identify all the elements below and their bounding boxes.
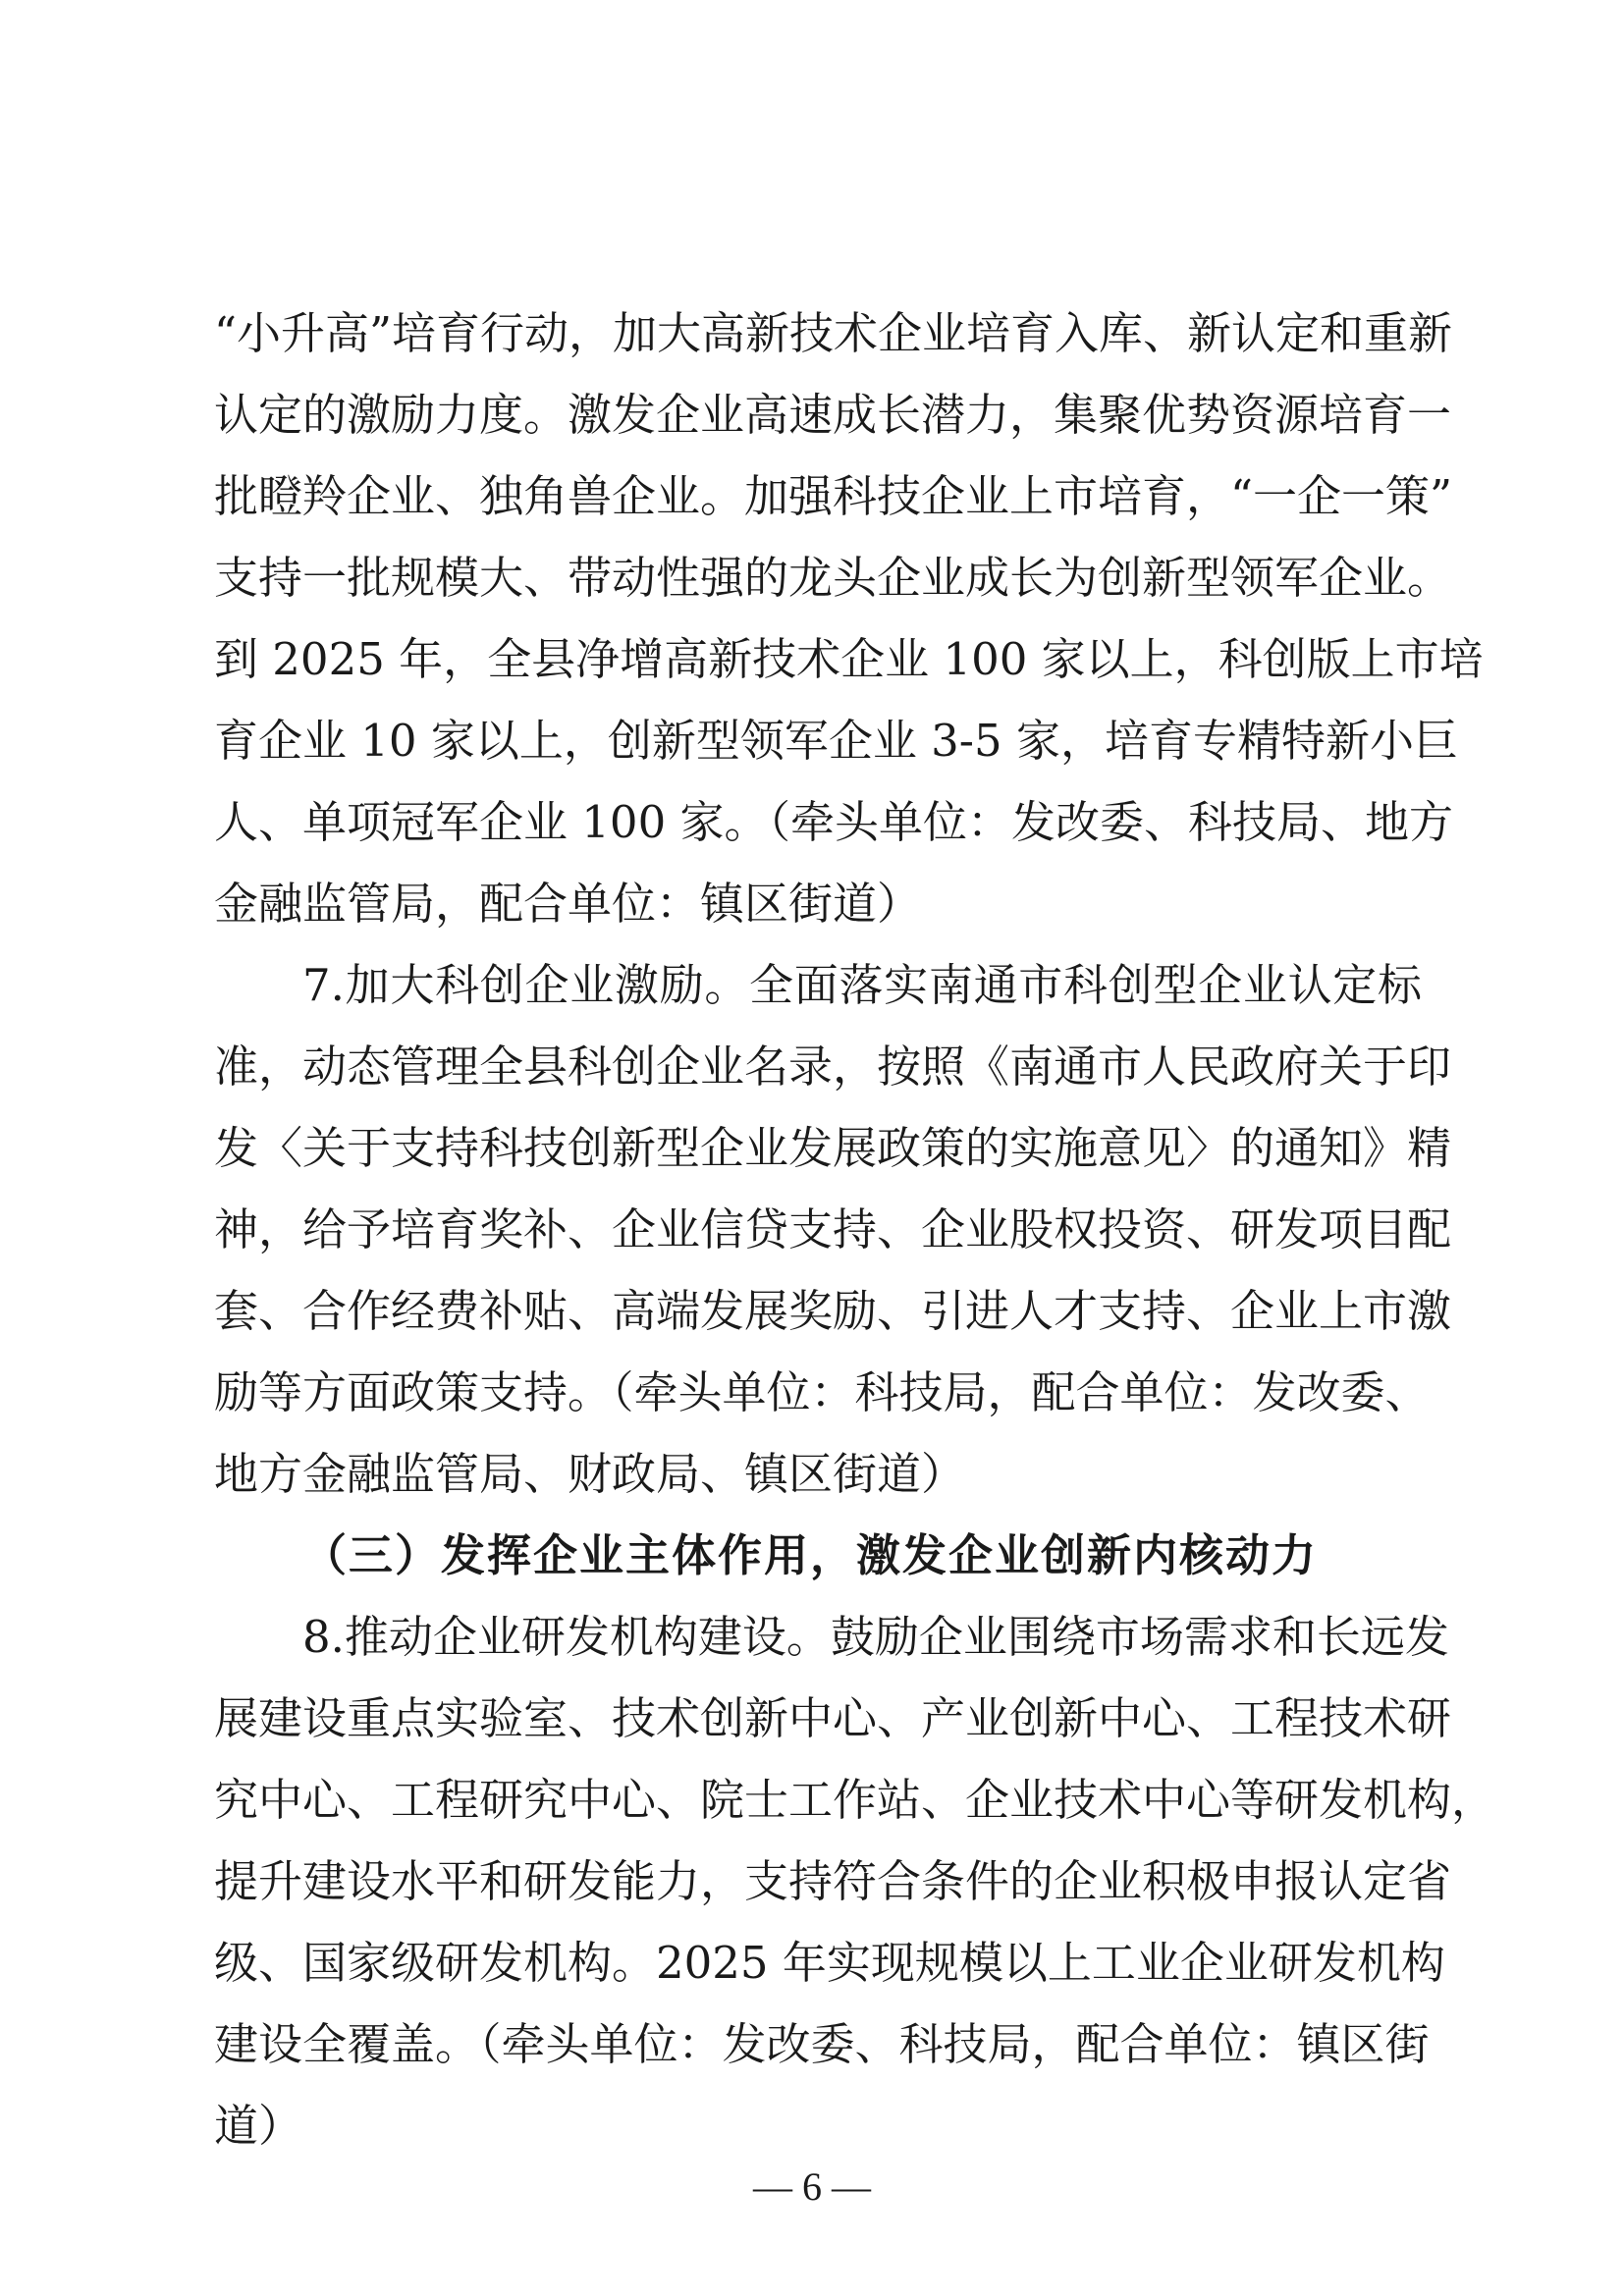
text-line: 套、合作经费补贴、高端发展奖励、引进人才支持、企业上市激 [214,1285,1452,1337]
item-8-first-line: 8.推动企业研发机构建设。鼓励企业围绕市场需求和长远发 [302,1611,1449,1663]
text-line: 批瞪羚企业、独角兽企业。加强科技企业上市培育，“一企一策” [214,470,1453,522]
text-line: 地方金融监管局、财政局、镇区街道） [214,1448,966,1500]
text-line: 展建设重点实验室、技术创新中心、产业创新中心、工程技术研 [214,1692,1452,1744]
page-number: — 6 — [753,2164,871,2209]
text-line: 人、单项冠军企业 100 家。（牵头单位：发改委、科技局、地方 [214,796,1454,848]
text-line: 道） [214,2100,303,2152]
text-line: “小升高”培育行动，加大高新技术企业培育入库、新认定和重新 [214,307,1453,359]
text-line: 神，给予培育奖补、企业信贷支持、企业股权投资、研发项目配 [214,1203,1452,1255]
item-7-first-line: 7.加大科创企业激励。全面落实南通市科创型企业认定标 [302,959,1422,1011]
section-heading: （三）发挥企业主体作用，激发企业创新内核动力 [302,1529,1319,1581]
text-line: 级、国家级研发机构。2025 年实现规模以上工业企业研发机构 [214,1937,1445,1989]
text-line: 建设全覆盖。（牵头单位：发改委、科技局，配合单位：镇区街 [214,2018,1430,2070]
text-line: 金融监管局，配合单位：镇区街道） [214,878,922,930]
text-line: 认定的激励力度。激发企业高速成长潜力，集聚优势资源培育一 [214,389,1452,441]
text-line: 励等方面政策支持。（牵头单位：科技局，配合单位：发改委、 [214,1366,1430,1418]
text-line: 支持一批规模大、带动性强的龙头企业成长为创新型领军企业。 [214,552,1452,604]
text-line: 究中心、工程研究中心、院士工作站、企业技术中心等研发机构， [214,1774,1496,1826]
text-line: 提升建设水平和研发能力，支持符合条件的企业积极申报认定省 [214,1855,1452,1907]
text-line: 准，动态管理全县科创企业名录，按照《南通市人民政府关于印 [214,1041,1452,1093]
text-line: 到 2025 年，全县净增高新技术企业 100 家以上，科创版上市培 [214,633,1484,685]
text-line: 发〈关于支持科技创新型企业发展政策的实施意见〉的通知》精 [214,1122,1452,1174]
text-line: 育企业 10 家以上，创新型领军企业 3-5 家，培育专精特新小巨 [214,715,1458,767]
